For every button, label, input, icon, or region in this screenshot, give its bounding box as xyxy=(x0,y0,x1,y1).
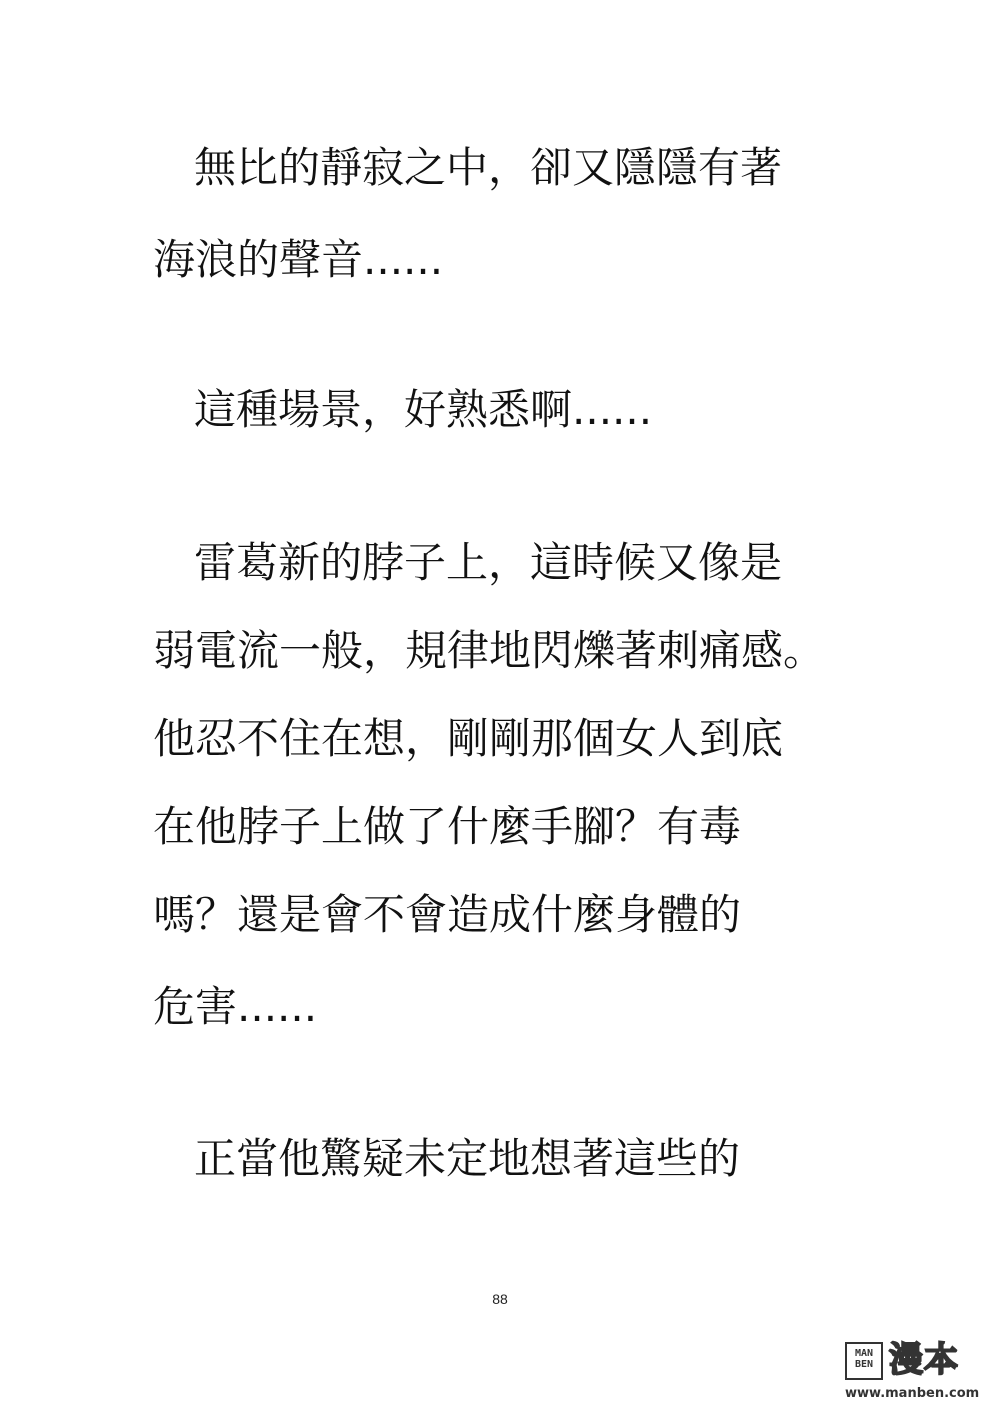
page-number: 88 xyxy=(492,1291,508,1307)
text-line: 這種場景，好熟悉啊...... xyxy=(194,385,653,434)
text-line: 危害...... xyxy=(153,982,318,1031)
text-line: 無比的靜寂之中，卻又隱隱有著 xyxy=(194,143,783,192)
text-line: 嗎？還是會不會造成什麼身體的 xyxy=(153,890,742,939)
watermark-title: 漫本 xyxy=(889,1340,959,1380)
text-line: 他忍不住在想，剛剛那個女人到底 xyxy=(153,714,784,763)
text-line: 正當他驚疑未定地想著這些的 xyxy=(194,1134,741,1183)
text-line: 弱電流一般，規律地閃爍著刺痛感。 xyxy=(153,626,826,675)
text-line: 海浪的聲音...... xyxy=(153,235,444,284)
watermark-logo: MAN BEN xyxy=(845,1342,883,1380)
watermark-url: www.manben.com xyxy=(845,1386,980,1401)
text-line: 在他脖子上做了什麼手腳？有毒 xyxy=(153,802,742,851)
site-watermark xyxy=(845,1342,990,1406)
text-line: 雷葛新的脖子上，這時候又像是 xyxy=(194,538,783,587)
